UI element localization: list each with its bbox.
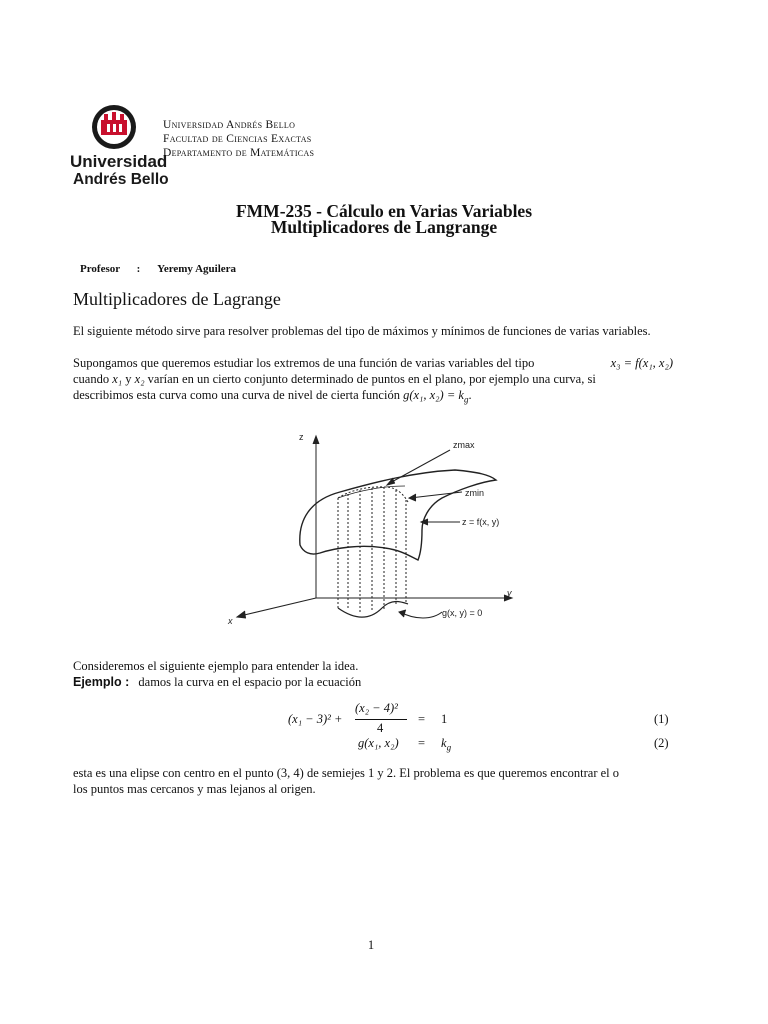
course-title: FMM-235 - Cálculo en Varias Variables — [235, 201, 533, 221]
eq2-rhs — [441, 736, 451, 753]
example-intro: Consideremos el siguiente ejemplo para entender la idea. — [73, 659, 359, 673]
eq2-rhs-sub: g — [446, 742, 452, 753]
p2-and: y — [125, 372, 132, 386]
eq1-numerator: (x₂ − 4)² — [355, 701, 398, 715]
zmin-pointer — [410, 492, 462, 498]
example-after-line1: esta es una elipse con centro en el punto (3, 4) de semiejes 1 y 2. El problema es que queremos encontrar el o — [73, 766, 619, 780]
course-subtitle: Multiplicadores de Langrange — [270, 217, 498, 237]
eq2-lhs: g(x₁, x₂) — [358, 736, 399, 750]
professor-label: Profesor — [80, 263, 120, 275]
eq1-denominator: 4 — [377, 721, 384, 735]
eq1-number: (1) — [654, 712, 669, 726]
x-axis-arrow — [237, 611, 246, 618]
eq1-lhs-a: (x₁ − 3)² + — [288, 712, 343, 726]
university-logo — [70, 100, 169, 192]
eq2-rhs-k: k — [441, 736, 447, 750]
x-axis-line — [240, 598, 316, 616]
curve-label: g(x, y) = 0 — [442, 608, 483, 618]
paragraph-p2-line3 — [73, 387, 472, 408]
p2-math-function: x₃ = f(x₁, x₂) — [610, 356, 673, 370]
p2-level-curve-math: g(x₁, x₂) = k — [403, 388, 464, 402]
p2-text-b: varían en un cierto conjunto determinado de puntos en el plano, por ejemplo una curva, si — [147, 372, 596, 386]
curve-arrowhead — [399, 610, 406, 617]
p2-period: . — [468, 388, 472, 402]
y-axis-label: y — [507, 588, 512, 598]
zmin-label: zmin — [465, 488, 485, 498]
logo-text-line2: Andrés Bello — [73, 171, 169, 188]
professor-name: Yeremy Aguilera — [157, 263, 237, 275]
paragraph-p2-line2 — [73, 371, 673, 387]
curve-pointer — [400, 612, 442, 618]
p2-x1: x₁ — [112, 372, 123, 386]
z-axis-arrow — [313, 436, 319, 444]
x-axis-label: x — [228, 616, 233, 626]
header-faculty: Facultad de Ciencias Exactas — [163, 133, 312, 145]
surface-figure — [210, 420, 530, 635]
professor-line — [80, 263, 236, 275]
paragraph-intro: El siguiente método sirve para resolver problemas del tipo de máximos y mínimos de funciones de varias variables. — [73, 324, 651, 338]
example-line — [73, 674, 361, 690]
zmax-label: zmax — [453, 440, 475, 450]
example-text: damos la curva en el espacio por la ecuación — [138, 675, 362, 689]
header-department: Departamento de Matemáticas — [163, 147, 315, 159]
page-number: 1 — [367, 938, 375, 952]
surface-label: z = f(x, y) — [462, 517, 500, 527]
zmin-arrowhead — [409, 494, 416, 501]
z-axis-label: z — [299, 432, 304, 442]
p2-text-a: Supongamos que queremos estudiar los extremos de una función de varias variables del tipo — [73, 356, 535, 370]
paragraph-p2-line1 — [73, 355, 673, 371]
professor-sep: : — [136, 263, 141, 275]
eq2-number: (2) — [654, 736, 669, 750]
header-university: Universidad Andrés Bello — [163, 119, 296, 131]
p2-text-c: describimos esta curva como una curva de nivel de cierta función — [73, 388, 400, 402]
logo-text-line1: Universidad — [70, 152, 168, 171]
surface-figure-svg — [210, 420, 530, 635]
zmax-pointer — [388, 450, 450, 484]
example-label: Ejemplo : — [73, 675, 130, 689]
section-heading: Multiplicadores de Lagrange — [73, 289, 281, 309]
eq2-equals: = — [418, 736, 426, 750]
p2-when: cuando — [73, 372, 110, 386]
eq1-fraction-bar — [355, 719, 407, 720]
p2-level-curve-sub: g — [463, 394, 469, 405]
eq1-equals: = — [418, 712, 426, 726]
p2-x2: x₂ — [134, 372, 145, 386]
example-after-line2: los puntos mas cercanos y mas lejanos al origen. — [73, 782, 316, 796]
eq1-rhs: 1 — [441, 712, 448, 726]
surface-patch — [300, 470, 496, 560]
